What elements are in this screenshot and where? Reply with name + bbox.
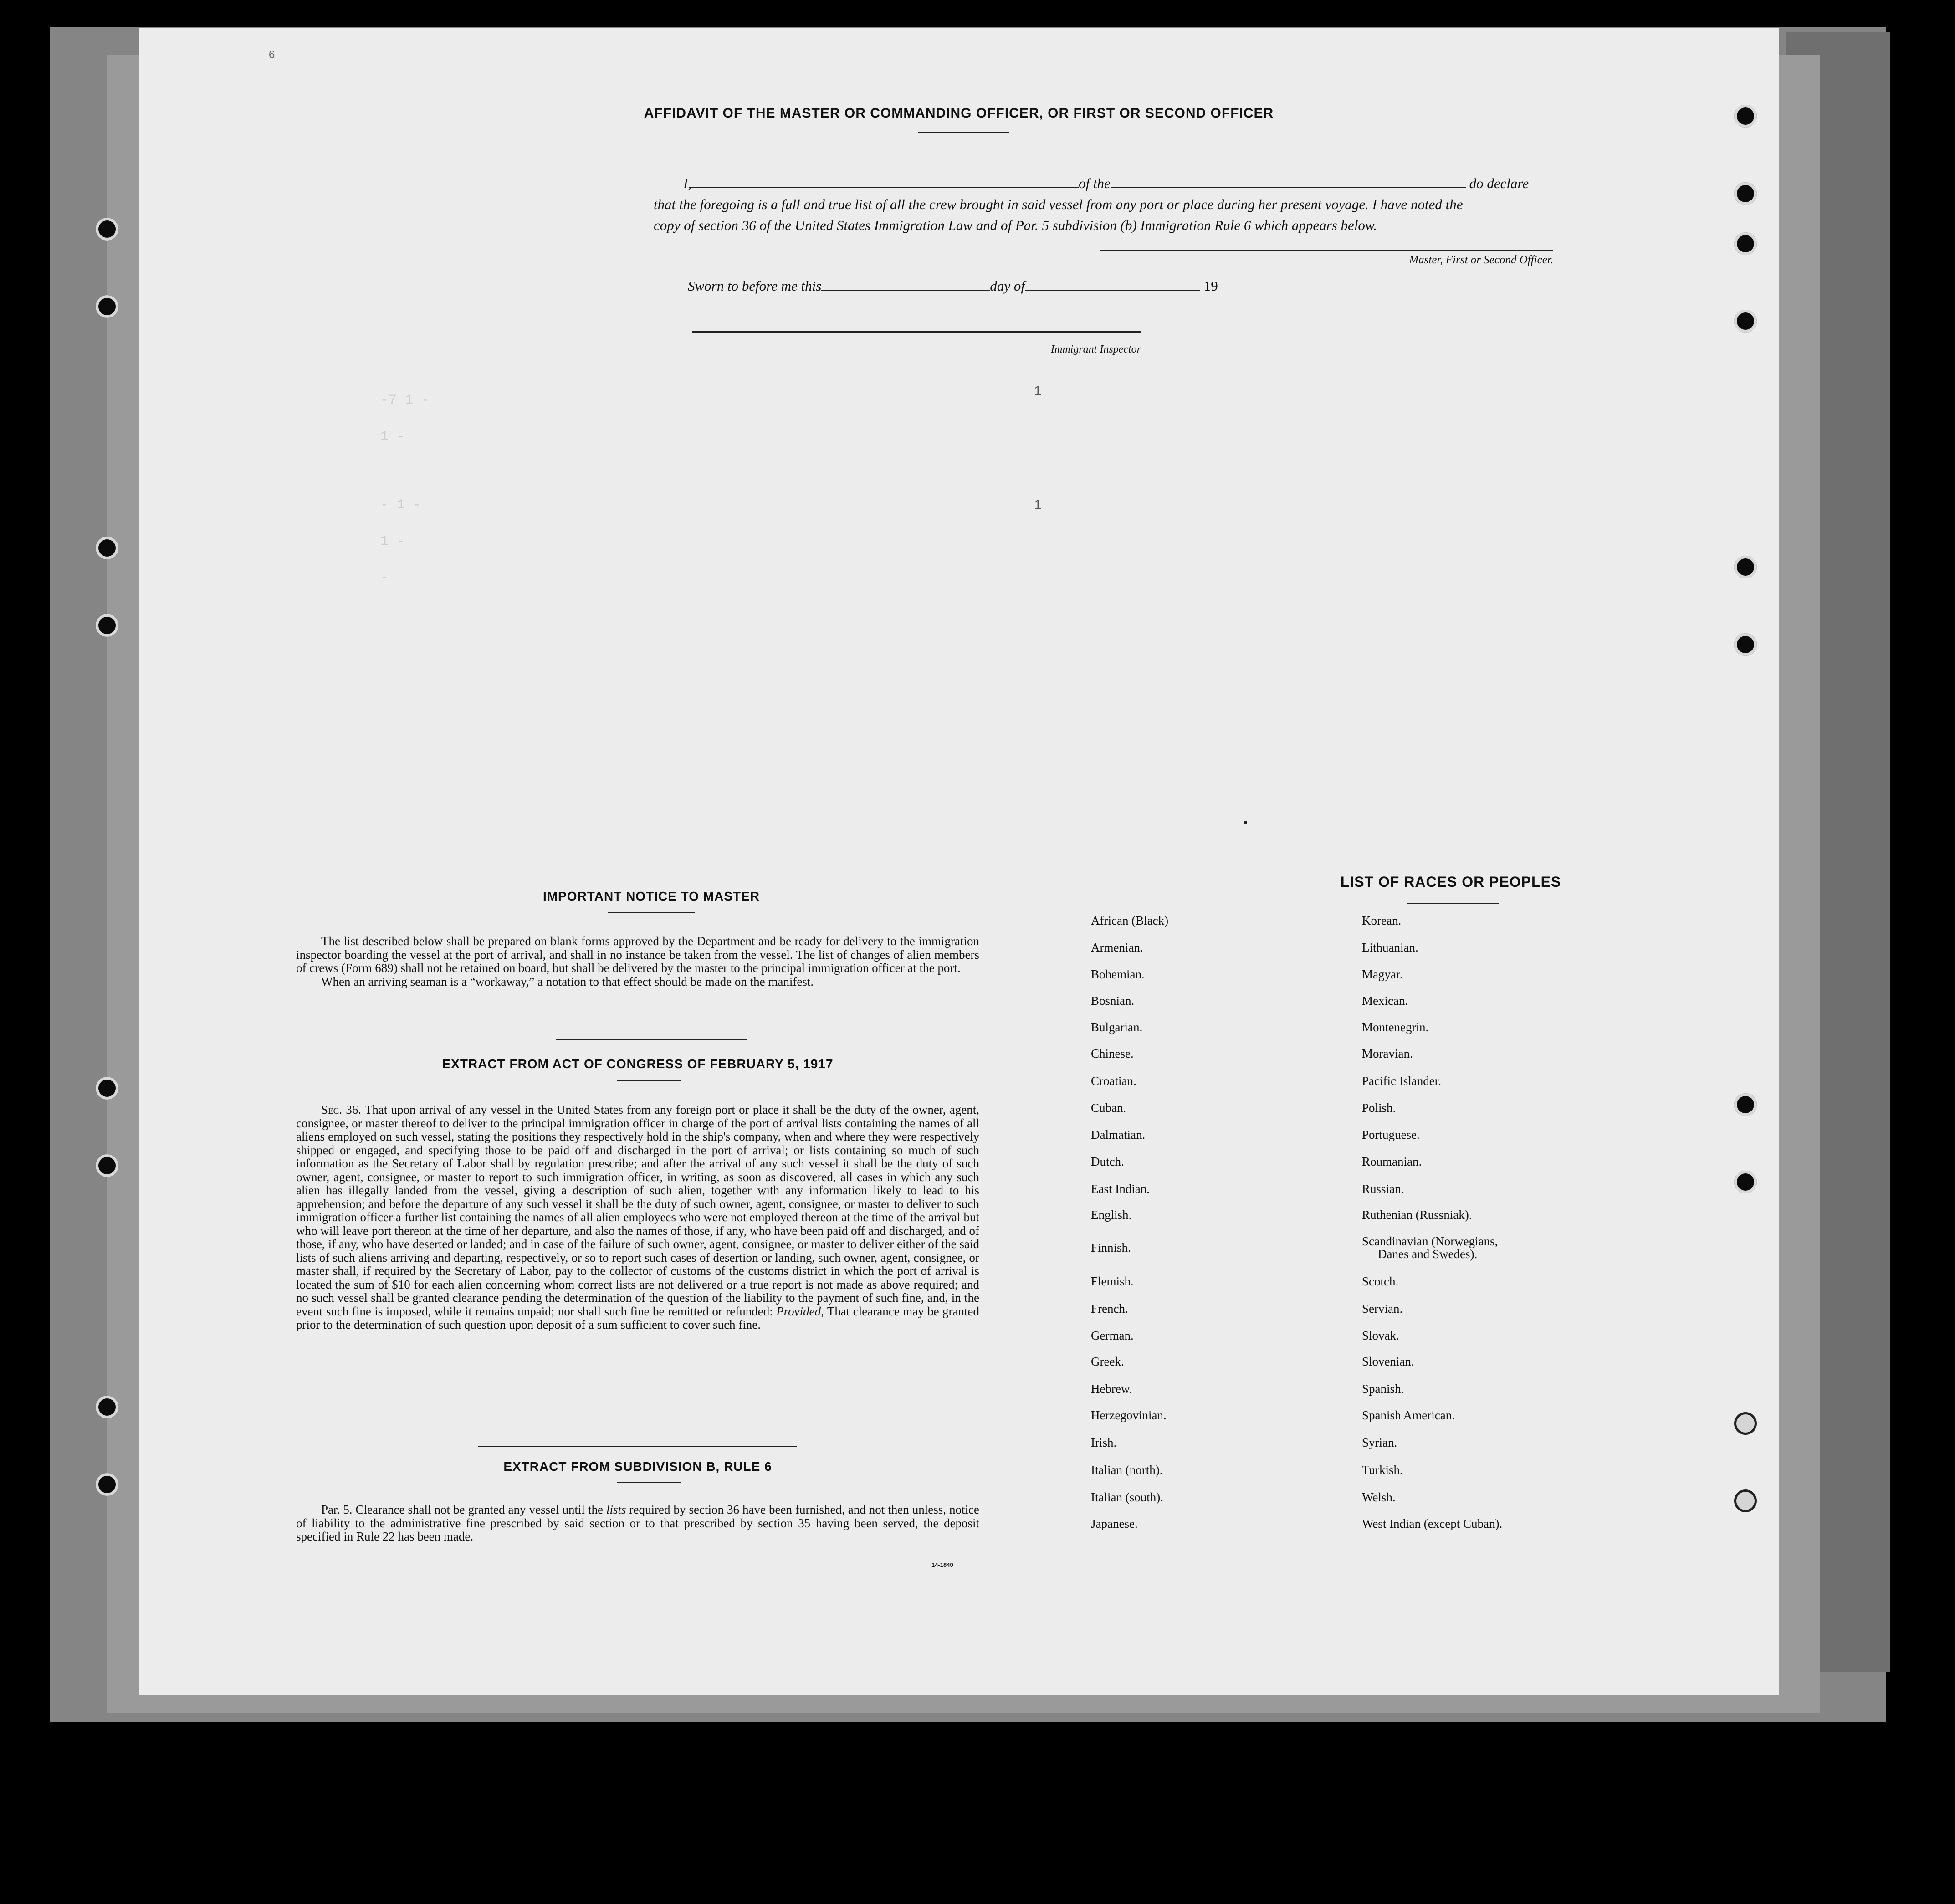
- day-of-label: day of: [990, 278, 1025, 294]
- race-item: Bohemian.: [1091, 967, 1145, 981]
- extract-rule-underline: [617, 1482, 681, 1483]
- race-item: Polish.: [1362, 1101, 1396, 1115]
- binder-hole-icon: [96, 1077, 118, 1100]
- punch-hole-icon: [1734, 1093, 1757, 1116]
- race-item: Irish.: [1091, 1436, 1117, 1449]
- notice-paragraph: The list described below shall be prepared on blank forms approved by the Department and be ready for delivery to the immigration inspector boarding the vessel at the port of arrival, and shall in no instance be taken from the vessel. The list of changes of alien members of crews (Form 689) shall not be retained on board, but shall be delivered by the master to the principal immigration officer at the port.: [296, 934, 979, 975]
- year-label: 19: [1203, 278, 1218, 294]
- sworn-day-field[interactable]: [821, 279, 990, 291]
- binder-hole-icon: [96, 1154, 118, 1177]
- punch-hole-icon: [1734, 1412, 1757, 1435]
- race-item: Bosnian.: [1091, 994, 1135, 1008]
- bleed-through-row: -7 1 -: [380, 393, 430, 408]
- signature-line[interactable]: [1100, 250, 1553, 251]
- race-item: German.: [1091, 1329, 1134, 1342]
- provided-word: Provided,: [776, 1304, 824, 1318]
- race-item: Flemish.: [1091, 1274, 1134, 1288]
- race-item: Cuban.: [1091, 1101, 1126, 1115]
- race-item: Welsh.: [1362, 1490, 1396, 1504]
- races-title: LIST OF RACES OR PEOPLES: [1340, 874, 1561, 890]
- section-text: That upon arrival of any vessel in the United States from any foreign port or place it shall be the duty of the owner, agent, consignee, or master thereof to deliver to the principal immigration officer in charge of the port of arrival lists containing the names of all aliens employed on such vessel, stating the positions they respectively hold in the ship's company, when and where they were respectively shipped or engaged, and specifying those to be paid off and discharged in the port of arrival; or lists containing so much of such information as the Secretary of Labor shall by regulation prescribe; and after the arrival of any such vessel it shall be the duty of such owner, agent, consignee, or master to report to such immigration officer, in writing, as soon as discovered, all cases in which any such alien has illegally landed from the vessel, giving a description of such alien, together with any information likely to lead to his apprehension; and before the departure of any such vessel it shall be the duty of such owner, agent, consignee, or master to deliver to such immigration officer a further list containing the names of all alien employees who were not employed thereon at the time of the arrival but who will leave port thereon at the time of her departure, and also the names of those, if any, who have been paid off and discharged, and of those, if any, who have deserted or landed; and in case of the failure of such owner, agent, consignee, or master to deliver either of the said lists of such aliens arriving and departing, respectively, or so to report such cases of desertion or landing, such owner, agent, consignee, or master shall, if required by the Secretary of Labor, pay to the collector of customs of the customs district in which the port of arrival is located the sum of $10 for each alien concerning whom correct lists are not delivered or a true report is not made as above required; and no such vessel shall be granted clearance pending the determination of the question of the liability to the payment of such fine, and, in the event such fine is imposed, while it remains unpaid; nor shall such fine be remitted or refunded:: [296, 1103, 979, 1318]
- vessel-field[interactable]: [1111, 176, 1466, 188]
- inspector-signature-line[interactable]: [692, 331, 1141, 333]
- race-item: African (Black): [1091, 914, 1169, 927]
- bleed-through-row: - 1 -: [380, 497, 422, 513]
- rule-text-b: required by section 36 have been furnished, and not then unless, notice of liability to the administrative fine prescribed by said section or to that prescribed by section 35 having been served, the deposit specified in Rule 22 has been made.: [296, 1503, 979, 1543]
- race-item: East Indian.: [1091, 1182, 1150, 1196]
- form-number: 14-1840: [931, 1561, 953, 1568]
- punch-hole-icon: [1734, 633, 1757, 656]
- affidavit-text: [654, 173, 1556, 236]
- race-item: Ruthenian (Russniak).: [1362, 1208, 1472, 1222]
- punch-hole-icon: [1734, 232, 1757, 255]
- sworn-line: [688, 278, 1218, 294]
- race-item: Greek.: [1091, 1355, 1124, 1368]
- race-item: Finnish.: [1091, 1241, 1131, 1254]
- notice-body: [296, 935, 979, 988]
- race-item: Montenegrin.: [1362, 1020, 1429, 1034]
- affidavit-title: AFFIDAVIT OF THE MASTER OR COMMANDING OFFICER, OR FIRST OR SECOND OFFICER: [644, 106, 1274, 121]
- extract-rule-body: [296, 1503, 979, 1544]
- stray-dot: [1244, 821, 1247, 824]
- race-item: Hebrew.: [1091, 1382, 1132, 1396]
- race-item: Japanese.: [1091, 1517, 1138, 1530]
- corner-mark: 6: [269, 49, 275, 61]
- race-item: Lithuanian.: [1362, 941, 1418, 954]
- race-item: Herzegovinian.: [1091, 1408, 1167, 1422]
- extract-act-title: EXTRACT FROM ACT OF CONGRESS OF FEBRUARY 5, 1917: [442, 1057, 834, 1071]
- section-divider: [556, 1039, 747, 1040]
- race-item: Italian (south).: [1091, 1490, 1163, 1504]
- sworn-label: Sworn to before me this: [688, 278, 822, 294]
- race-item: Pacific Islander.: [1362, 1074, 1441, 1088]
- race-item: Spanish.: [1362, 1382, 1404, 1396]
- lists-word: lists: [606, 1503, 626, 1516]
- notice-title: IMPORTANT NOTICE TO MASTER: [542, 889, 760, 903]
- race-item: Servian.: [1362, 1302, 1403, 1315]
- binder-hole-icon: [96, 614, 118, 637]
- race-item: Roumanian.: [1362, 1155, 1422, 1168]
- race-item: Moravian.: [1362, 1047, 1413, 1060]
- affidavit-line3: copy of section 36 of the United States Immigration Law and of Par. 5 subdivision (b) Immigration Rule 6 which appears below.: [654, 217, 1377, 233]
- bleed-through-row: -: [380, 570, 389, 586]
- race-item: Russian.: [1362, 1182, 1404, 1196]
- name-field[interactable]: [691, 176, 1079, 188]
- bleed-through-mark: 1: [1034, 384, 1042, 399]
- section-divider: [478, 1446, 797, 1447]
- bleed-through-row: 1 -: [380, 429, 405, 445]
- race-item: Syrian.: [1362, 1436, 1397, 1449]
- punch-hole-icon: [1734, 1489, 1757, 1512]
- punch-hole-icon: [1734, 1171, 1757, 1193]
- race-item: Dalmatian.: [1091, 1128, 1146, 1141]
- extract-act-body: [296, 1103, 979, 1332]
- race-item: Slovak.: [1362, 1329, 1399, 1342]
- binder-hole-icon: [96, 1396, 118, 1418]
- binder-hole-icon: [96, 1473, 118, 1496]
- section-text-end: That clearance may be granted prior to the determination of such question upon deposit of a sum sufficient to cover such fine.: [296, 1304, 979, 1331]
- race-item: Scandinavian (Norwegians,: [1362, 1234, 1498, 1248]
- race-item: French.: [1091, 1302, 1128, 1315]
- race-item: Danes and Swedes).: [1378, 1247, 1478, 1261]
- race-item: Slovenian.: [1362, 1355, 1414, 1368]
- punch-hole-icon: [1734, 310, 1757, 333]
- binder-hole-icon: [96, 537, 118, 559]
- rule-text-a: Par. 5. Clearance shall not be granted any vessel until the: [321, 1503, 603, 1516]
- of-the-label: of the: [1079, 175, 1111, 191]
- bleed-through-row: 1 -: [380, 534, 405, 549]
- binder-hole-icon: [96, 218, 118, 241]
- race-item: English.: [1091, 1208, 1132, 1222]
- race-item: Armenian.: [1091, 941, 1143, 954]
- race-item: Italian (north).: [1091, 1463, 1163, 1477]
- extract-rule-title: EXTRACT FROM SUBDIVISION B, RULE 6: [503, 1459, 772, 1474]
- do-declare-label: do declare: [1469, 175, 1529, 191]
- race-item: West Indian (except Cuban).: [1362, 1517, 1503, 1530]
- race-item: Scotch.: [1362, 1274, 1399, 1288]
- race-item: Mexican.: [1362, 994, 1408, 1008]
- race-item: Portuguese.: [1362, 1128, 1420, 1141]
- race-item: Chinese.: [1091, 1047, 1134, 1060]
- inspector-caption: Immigrant Inspector: [1051, 343, 1141, 355]
- race-item: Dutch.: [1091, 1155, 1124, 1168]
- race-item: Croatian.: [1091, 1074, 1136, 1088]
- i-label: I,: [683, 175, 692, 191]
- title-underline: [918, 132, 1009, 133]
- race-item: Bulgarian.: [1091, 1020, 1143, 1034]
- section-label: Sec. 36.: [321, 1103, 362, 1116]
- notice-underline: [608, 912, 695, 913]
- bleed-through-mark: 1: [1034, 497, 1042, 512]
- extract-act-underline: [617, 1080, 681, 1081]
- binder-hole-icon: [96, 295, 118, 318]
- signature-caption: Master, First or Second Officer.: [1409, 254, 1553, 266]
- race-item: Spanish American.: [1362, 1408, 1455, 1422]
- affidavit-line2: that the foregoing is a full and true list of all the crew brought in said vessel from any port or place during her present voyage. I have noted the: [654, 196, 1463, 212]
- race-item: Magyar.: [1362, 967, 1403, 981]
- race-item: Turkish.: [1362, 1463, 1403, 1477]
- notice-paragraph: When an arriving seaman is a “workaway,” a notation to that effect should be made on the manifest.: [321, 974, 814, 988]
- punch-hole-icon: [1734, 182, 1757, 205]
- punch-hole-icon: [1734, 556, 1757, 578]
- manifest-page: [139, 28, 1779, 1695]
- sworn-month-field[interactable]: [1025, 279, 1200, 291]
- race-item: Korean.: [1362, 914, 1402, 927]
- races-underline: [1407, 903, 1499, 904]
